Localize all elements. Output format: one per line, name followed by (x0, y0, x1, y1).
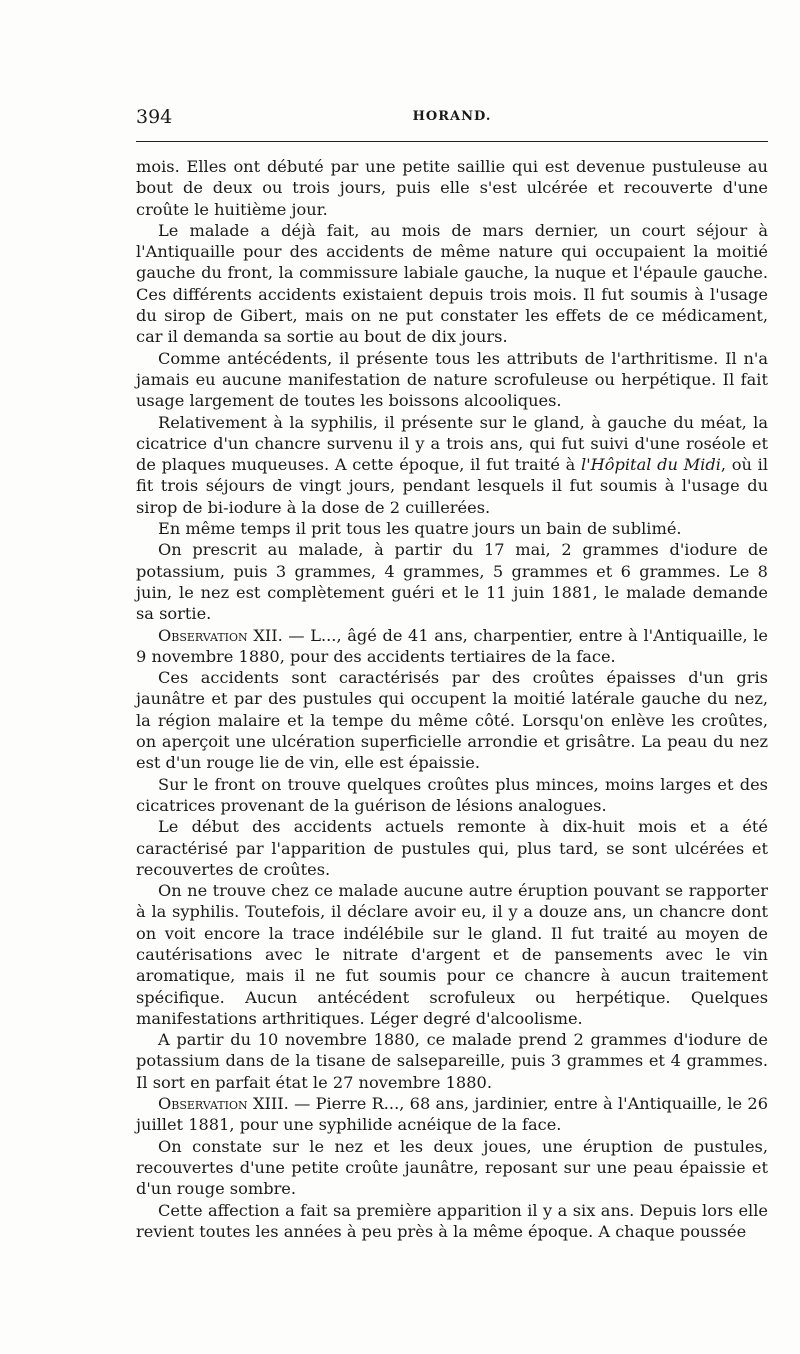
page-number: 394 (136, 106, 173, 128)
paragraph-text: Le début des accidents actuels remonte à dix-huit mois et a été caractérisé par l'apparition de pustules qui, plus tard, se sont ulcérées et recouvertes de croûtes. (136, 817, 768, 879)
paragraph-text: , où il fit trois séjours de vingt jours, pendant lesquels il fut soumis à l'usage du sirop de bi-iodure à la dose de 2 cuillerées. (136, 455, 768, 517)
paragraph-text: — L..., âgé de 41 ans, charpentier, entre à l'Antiquaille, le 9 novembre 1880, pour des accidents tertiaires de la face. (136, 625, 768, 666)
paragraph (136, 518, 768, 539)
body-text (136, 156, 768, 1242)
paragraph-text: Comme antécédents, il présente tous les attributs de l'arthritisme. Il n'a jamais eu aucune manifestation de nature scrofuleuse ou herpétique. Il fait usage largement de toutes les boissons alcooliques. (136, 348, 768, 411)
header-rule (136, 141, 768, 142)
paragraph-text: Le malade a déjà fait, au mois de mars dernier, un court séjour à l'Antiquaille pour des accidents de même nature qui occupaient la moitié gauche du front, la commissure labiale gauche, la nuque et l'épaule gauche. Ces différents accidents existaient depuis trois mois. Il fut soumis à l'usage du sirop de Gibert, mais on ne put constater les effets de ce médicament, car il demanda sa sortie au bout de dix jours. (136, 220, 768, 347)
paragraph-text: On constate sur le nez et les deux joues, une éruption de pustules, recouvertes d'une petite croûte jaunâtre, reposant sur une peau épaissie et d'un rouge sombre. (136, 1136, 768, 1199)
paragraph-text: On prescrit au malade, à partir du 17 mai, 2 grammes d'iodure de potassium, puis 3 grammes, 4 grammes, 5 grammes et 6 grammes. Le 8 juin, le nez est complètement guéri et le 11 juin 1881, le malade demande sa sortie. (136, 540, 768, 624)
paragraph (136, 1136, 768, 1200)
observation-heading-paragraph (136, 625, 768, 668)
observation-label: Observation XIII. (158, 1094, 289, 1114)
paragraph-text: Sur le front on trouve quelques croûtes plus minces, moins larges et des cicatrices provenant de la guérison de lésions analogues. (136, 774, 768, 815)
paragraph (136, 348, 768, 412)
paragraph (136, 220, 768, 348)
observation-heading-paragraph (136, 1093, 768, 1136)
paragraph (136, 880, 768, 1029)
paragraph-text: — Pierre R..., 68 ans, jardinier, entre à l'Antiquaille, le 26 juillet 1881, pour une syphilide acnéique de la face. (136, 1094, 768, 1135)
italic-place-name: l'Hôpital du Midi (581, 455, 721, 475)
paragraph (136, 774, 768, 817)
paragraph-text: Cette affection a fait sa première apparition il y a six ans. Depuis lors elle revient toutes les années à peu près à la même époque. A chaque poussée (136, 1200, 768, 1241)
paragraph (136, 1200, 768, 1243)
paragraph (136, 1029, 768, 1093)
paragraph (136, 667, 768, 773)
paragraph (136, 539, 768, 624)
page-header (136, 106, 768, 130)
running-head: HORAND. (412, 109, 492, 124)
paragraph-text: Ces accidents sont caractérisés par des croûtes épaisses d'un gris jaunâtre et par des pustules qui occupent la moitié latérale gauche du nez, la région malaire et la tempe du même côté. Lorsqu'on enlève les croûtes, on aperçoit une ulcération superficielle arrondie et grisâtre. La peau du nez est d'un rouge lie de vin, elle est épaissie. (136, 668, 768, 773)
paragraph-text: En même temps il prit tous les quatre jours un bain de sublimé. (158, 519, 682, 539)
paragraph-text: mois. Elles ont débuté par une petite saillie qui est devenue pustuleuse au bout de deux ou trois jours, puis elle s'est ulcérée et recouverte d'une croûte le huitième jour. (136, 157, 768, 219)
paragraph (136, 412, 768, 518)
paragraph (136, 816, 768, 880)
observation-label: Observation XII. (158, 625, 283, 645)
paragraph-continuation (136, 156, 768, 220)
paragraph-text: On ne trouve chez ce malade aucune autre éruption pouvant se rapporter à la syphilis. Toutefois, il déclare avoir eu, il y a douze ans, un chancre dont on voit encore la trace indélébile sur le gland. Il fut traité au moyen de cautérisations avec le nitrate d'argent et de pansements avec le vin aromatique, mais il ne fut soumis pour ce chancre à aucun traitement spécifique. Aucun antécédent scrofuleux ou herpétique. Quelques manifestations arthritiques. Léger degré d'alcoolisme. (136, 881, 768, 1028)
paragraph-text: A partir du 10 novembre 1880, ce malade prend 2 grammes d'iodure de potassium dans de la tisane de salsepareille, puis 3 grammes et 4 grammes. Il sort en parfait état le 27 novembre 1880. (136, 1030, 768, 1092)
paragraph-text: Relativement à la syphilis, il présente sur le gland, à gauche du méat, la cicatrice d'un chancre survenu il y a trois ans, qui fut suivi d'une roséole et de plaques muqueuses. A cette époque, il fut traité à (136, 412, 768, 475)
